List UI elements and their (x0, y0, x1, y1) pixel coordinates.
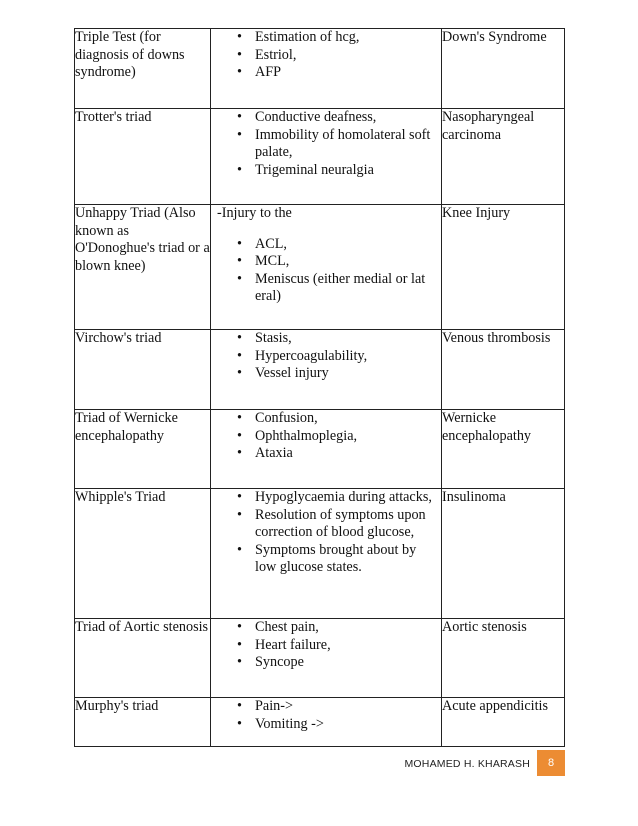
result-cell: Insulinoma (442, 489, 565, 619)
table-row (75, 489, 565, 619)
condition-cell: Triad of Aortic stenosis (75, 619, 211, 698)
feature-list (211, 410, 441, 463)
features-cell (211, 109, 442, 205)
page-number-badge: 8 (537, 750, 565, 776)
condition-cell: Triad of Wernicke encephalopathy (75, 410, 211, 489)
list-item: • Hypoglycaemia during attacks, (211, 489, 441, 507)
list-item: • Conductive deafness, (211, 109, 441, 127)
list-item: • Confusion, (211, 410, 441, 428)
result-cell: Aortic stenosis (442, 619, 565, 698)
table-row (75, 205, 565, 330)
result-cell: Down's Syndrome (442, 29, 565, 109)
features-cell (211, 330, 442, 410)
condition-cell: Unhappy Triad (Also known as O'Donoghue's triad or a blown knee) (75, 205, 211, 330)
table-row (75, 698, 565, 747)
feature-list (211, 29, 441, 82)
list-item: • ACL, (211, 236, 441, 254)
features-cell (211, 698, 442, 747)
list-item: • Hypercoagulability, (211, 348, 441, 366)
list-item: • Chest pain, (211, 619, 441, 637)
feature-list (211, 236, 441, 306)
feature-list (211, 330, 441, 383)
list-item: • Ophthalmoplegia, (211, 428, 441, 446)
list-item: • Estriol, (211, 47, 441, 65)
features-cell (211, 410, 442, 489)
triads-table (74, 28, 565, 747)
list-item: • Pain-> (211, 698, 441, 716)
table-row (75, 410, 565, 489)
condition-cell: Murphy's triad (75, 698, 211, 747)
list-item: • MCL, (211, 253, 441, 271)
feature-intro: -Injury to the (217, 205, 292, 221)
list-item: • Estimation of hcg, (211, 29, 441, 47)
condition-cell: Virchow's triad (75, 330, 211, 410)
table-row (75, 109, 565, 205)
list-item: • Immobility of homolateral soft palate, (211, 127, 441, 162)
list-item: • Syncope (211, 654, 441, 672)
condition-cell: Triple Test (for diagnosis of downs syndrome) (75, 29, 211, 109)
feature-list (211, 619, 441, 672)
condition-cell: Trotter's triad (75, 109, 211, 205)
features-cell (211, 489, 442, 619)
table-row (75, 330, 565, 410)
list-item: • AFP (211, 64, 441, 82)
page-footer (0, 750, 638, 776)
result-cell: Nasopharyngeal carcinoma (442, 109, 565, 205)
list-item: • Symptoms brought about by low glucose states. (211, 542, 441, 577)
list-item: • Ataxia (211, 445, 441, 463)
features-cell (211, 205, 442, 330)
result-cell: Knee Injury (442, 205, 565, 330)
condition-cell: Whipple's Triad (75, 489, 211, 619)
list-item: • Trigeminal neuralgia (211, 162, 441, 180)
author-name: MOHAMED H. KHARASH (404, 758, 530, 770)
list-item: • Vessel injury (211, 365, 441, 383)
list-item: • Resolution of symptoms upon correction of blood glucose, (211, 507, 441, 542)
list-item: • Vomiting -> (211, 716, 441, 734)
list-item: • Meniscus (either medial or lat eral) (211, 271, 441, 306)
list-item: • Heart failure, (211, 637, 441, 655)
result-cell: Venous thrombosis (442, 330, 565, 410)
table-row (75, 619, 565, 698)
features-cell (211, 619, 442, 698)
result-cell: Acute appendicitis (442, 698, 565, 747)
list-item: • Stasis, (211, 330, 441, 348)
result-cell: Wernicke encephalopathy (442, 410, 565, 489)
feature-list (211, 698, 441, 733)
table-row (75, 29, 565, 109)
feature-list (211, 489, 441, 577)
features-cell (211, 29, 442, 109)
feature-list (211, 109, 441, 179)
